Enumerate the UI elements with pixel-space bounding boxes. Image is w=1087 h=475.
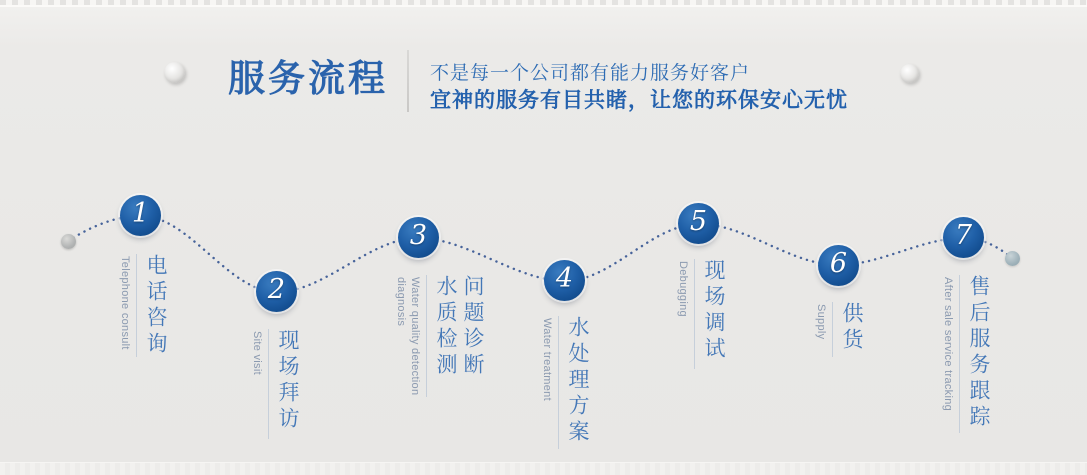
- step-5-label: [676, 259, 727, 369]
- path-start-dot: [61, 234, 76, 249]
- step-7-number: 7: [954, 220, 973, 251]
- subtitle-line-2: 宜神的服务有目共睹，让您的环保安心无忧: [430, 89, 848, 112]
- step-5-english-label: Debugging: [677, 261, 689, 317]
- step-2-english-label: Site visit: [251, 331, 263, 375]
- step-4-number: 4: [555, 263, 574, 294]
- step-1-badge: [120, 195, 161, 236]
- step-5-number: 5: [689, 206, 708, 237]
- step-7-label: [941, 275, 992, 433]
- step-4-label: [540, 316, 591, 449]
- step-7-badge: [943, 217, 984, 258]
- step-4-chinese-label: 水处理方案: [566, 316, 589, 446]
- step-3-badge: [398, 217, 439, 258]
- step-3-label: [394, 275, 486, 417]
- label-divider: [268, 329, 269, 439]
- step-3-number: 3: [409, 220, 428, 251]
- page-bottom-edge: [0, 462, 1087, 475]
- step-1-label: [118, 254, 169, 358]
- step-6-label: [814, 302, 865, 357]
- step-5-chinese-label: 现场调试: [702, 259, 725, 363]
- step-6-english-label: Supply: [815, 304, 827, 340]
- label-divider: [959, 275, 960, 433]
- step-6-chinese-label: 供货: [840, 302, 863, 354]
- path-end-dot: [1005, 251, 1020, 266]
- step-7-english-label: After sale service tracking: [942, 277, 954, 412]
- step-1-chinese-label: 电话咨询: [144, 254, 167, 358]
- subtitle-line-1: 不是每一个公司都有能力服务好客户: [430, 63, 751, 84]
- step-1-english-label: Telephone consult: [119, 256, 131, 350]
- step-2-chinese-label: 现场拜访: [276, 329, 299, 433]
- step-7-chinese-label: 售后服务跟踪: [967, 275, 990, 431]
- label-divider: [136, 254, 137, 357]
- step-2-badge: [256, 271, 297, 312]
- step-6-number: 6: [829, 248, 848, 279]
- step-3-chinese-label: 水质检测问题诊断: [434, 275, 484, 379]
- step-1-number: 1: [131, 198, 150, 229]
- label-divider: [694, 259, 695, 369]
- step-2-number: 2: [267, 274, 286, 305]
- label-divider: [832, 302, 833, 357]
- page-title: 服务流程: [228, 58, 388, 99]
- step-6-badge: [818, 245, 859, 286]
- step-4-badge: [544, 260, 585, 301]
- step-3-english-label: Water quality detection diagnosis: [395, 277, 421, 396]
- label-divider: [558, 316, 559, 449]
- step-4-english-label: Water treatment: [541, 318, 553, 401]
- step-5-badge: [678, 203, 719, 244]
- step-2-label: [250, 329, 301, 439]
- label-divider: [426, 275, 427, 397]
